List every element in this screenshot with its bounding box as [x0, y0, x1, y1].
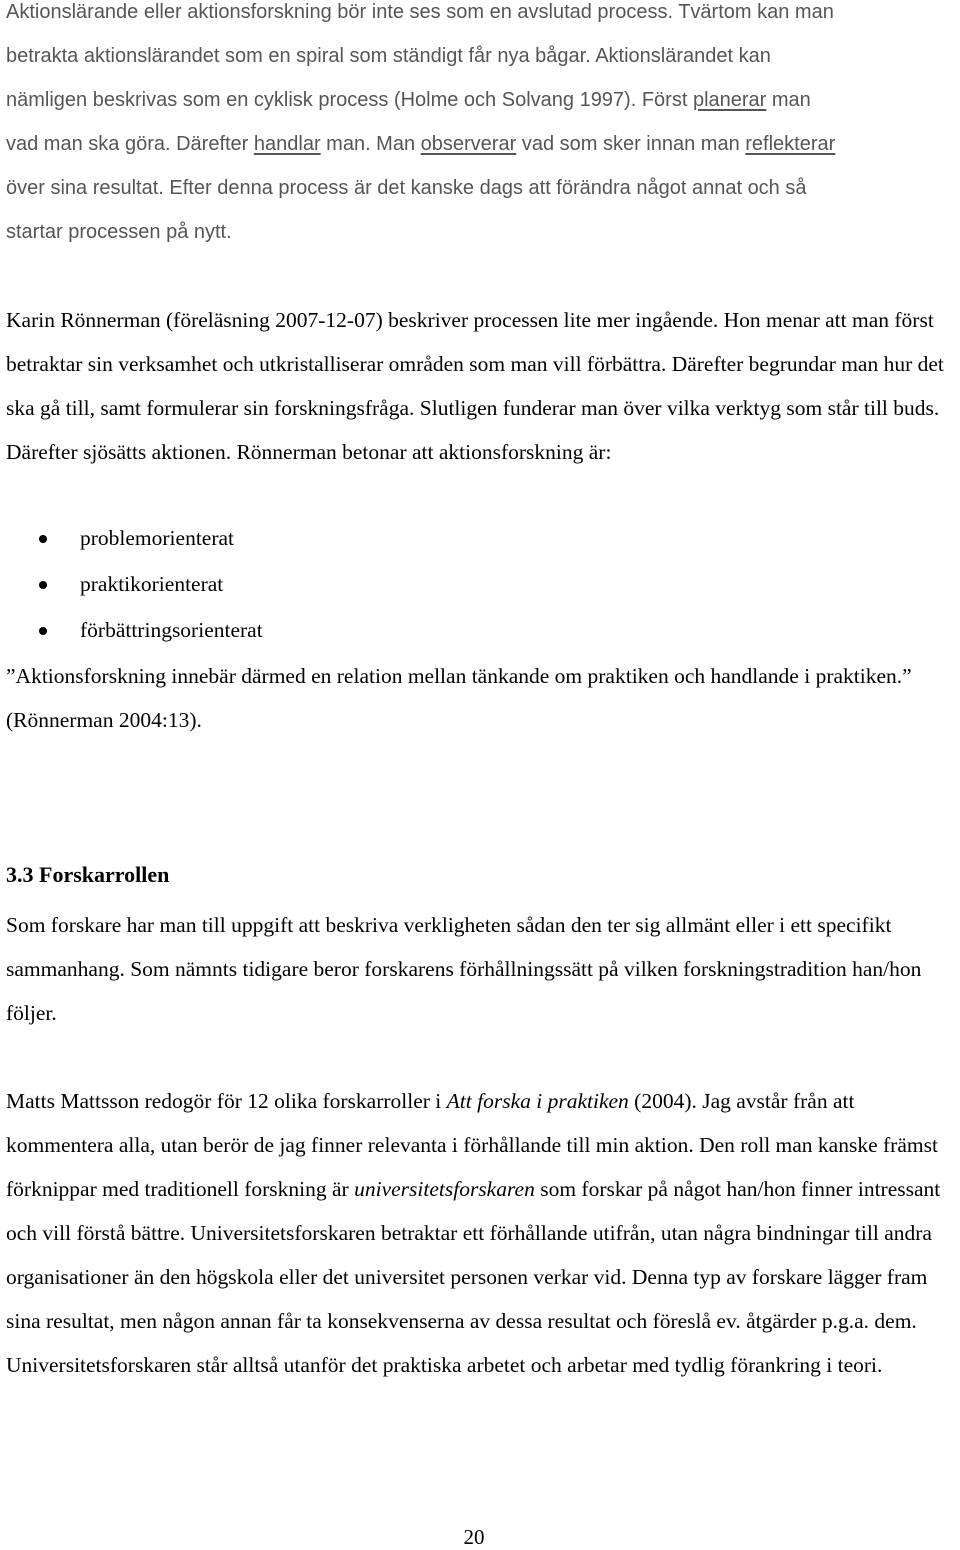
bullet-icon — [39, 627, 47, 635]
list-item — [6, 516, 960, 562]
text-span: som forskar på något han/hon finner intressant och vill förstå bättre. Universitetsforskaren betraktar ett förhållande utifrån, utan några bindningar till andra organisationer än den högskola eller det universitet personen verkar vid. Denna typ av forskare lägger fram sina resultat, men någon annan får ta konsekvenserna av dessa resultat och föreslå ev. åtgärder p.g.a. dem. Universitetsforskaren står alltså utanför det praktiska arbetet och arbetar med tydlig förankring i teori. — [6, 1177, 941, 1377]
text-line: startar processen på nytt. — [6, 221, 232, 243]
text-line: Aktionslärande eller aktionsforskning bör inte ses som en avslutad process. Tvärtom kan man — [6, 1, 834, 23]
text-line — [6, 122, 960, 166]
bullet-icon — [39, 581, 47, 589]
section-heading: 3.3 Forskarrollen — [6, 862, 170, 887]
underlined-term: planerar — [692, 89, 767, 111]
paragraph-action-learning — [6, 0, 960, 254]
list-item-label: praktikorienterat — [80, 572, 224, 596]
list-item — [6, 608, 960, 654]
list-item — [6, 562, 960, 608]
underlined-term: reflekterar — [745, 133, 836, 155]
underlined-term: handlar — [253, 133, 321, 155]
emphasized-term: universitetsforskaren — [354, 1177, 535, 1201]
text-line: över sina resultat. Efter denna process är det kanske dags att förändra något annat och så — [6, 177, 807, 199]
text-line: betrakta aktionslärandet som en spiral som ständigt får nya bågar. Aktionslärandet kan — [6, 45, 771, 67]
text-span: vad som sker innan man — [516, 133, 746, 155]
page-number: 20 — [463, 1525, 485, 1549]
quotation: ”Aktionsforskning innebär därmed en relation mellan tänkande om praktiken och handlande i praktiken.” (Rönnerman 2004:13). — [6, 664, 912, 732]
text-span: (2004). Jag avstår från att kommentera alla, utan berör de jag finner relevanta i förhållande till min aktion. Den roll man kanske främst förknippar med traditionell forskning är — [6, 1089, 938, 1201]
text-span: nämligen beskrivas som en cyklisk process (Holme och Solvang 1997). Först — [6, 89, 693, 111]
text-span: vad man ska göra. Därefter — [6, 133, 254, 155]
underlined-term: observerar — [420, 133, 517, 155]
paragraph-mattsson — [6, 1079, 960, 1387]
text-span: man — [766, 89, 811, 111]
book-title: Att forska i praktiken — [446, 1089, 629, 1113]
paragraph-researcher-role: Som forskare har man till uppgift att beskriva verkligheten sådan den ter sig allmänt eller i ett specifikt sammanhang. Som nämnts tidigare beror forskarens förhållningssätt på vilken forskningstradition han/hon följer. — [6, 913, 922, 1025]
text-line — [6, 78, 960, 122]
list-item-label: problemorienterat — [80, 526, 235, 550]
list-item-label: förbättringsorienterat — [80, 618, 263, 642]
bullet-icon — [39, 535, 47, 543]
text-span: Matts Mattsson redogör för 12 olika forskarroller i — [6, 1089, 447, 1113]
bullet-list — [6, 516, 960, 654]
text-span: man. Man — [320, 133, 421, 155]
paragraph-ronnerman: Karin Rönnerman (föreläsning 2007-12-07) beskriver processen lite mer ingående. Hon menar att man först betraktar sin verksamhet och utkristalliserar områden som man vill förbättra. Därefter begrundar man hur det ska gå till, samt formulerar sin forskningsfråga. Slutligen funderar man över vilka verktyg som står till buds. Därefter sjösätts aktionen. Rönnerman betonar att aktionsforskning är: — [6, 308, 944, 464]
